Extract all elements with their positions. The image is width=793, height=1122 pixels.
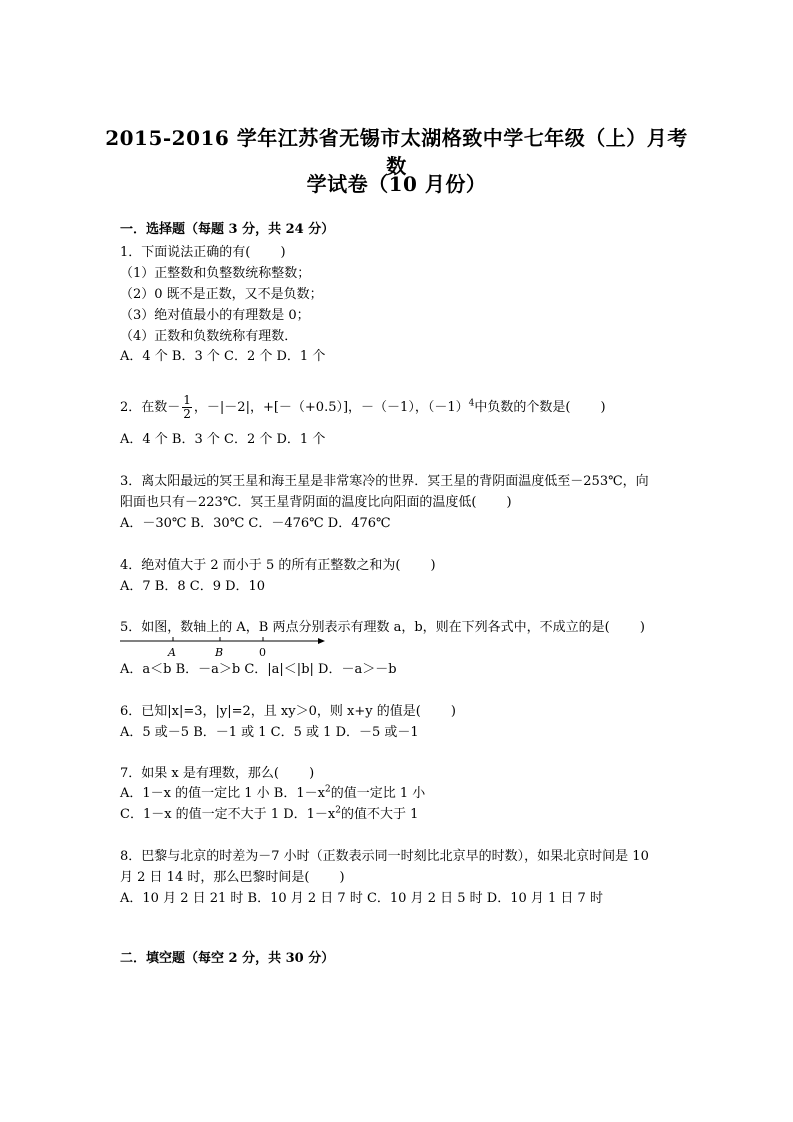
q7-option-d-tail: 的值不大于 1: [340, 807, 419, 822]
fraction-one-half: [182, 394, 192, 421]
q5-options: A．a＜b B．－a＞b C．|a|＜|b| D．－a＞－b: [120, 662, 397, 677]
q7-options-cd: [120, 806, 418, 824]
q6-stem: 6．已知|x|=3，|y|=2，且 xy＞0，则 x+y 的值是( ): [120, 704, 456, 719]
section-heading-choice: 一．选择题（每题 3 分，共 24 分）: [120, 222, 335, 237]
point-label-zero: 0: [259, 646, 266, 659]
q3-options: A．－30℃ B．30℃ C．－476℃ D．476℃: [120, 516, 391, 531]
fraction-denominator: 2: [183, 407, 191, 421]
q7-options-ab: [120, 785, 425, 803]
q2-prefix: 2．在数－: [120, 400, 181, 415]
q2-rest: ，－|－2|，+[－（+0.5）]，－（－1），（－1）: [193, 400, 469, 415]
q7-option-b-tail: 的值一定比 1 小: [330, 786, 426, 801]
q8-line2: 月 2 日 14 时，那么巴黎时间是( ): [120, 870, 345, 885]
point-label-a: A: [168, 646, 176, 659]
q1-options: A．4 个 B．3 个 C．2 个 D．1 个: [120, 349, 326, 364]
q1-statement-2: （2）0 既不是正数，又不是负数；: [120, 287, 323, 302]
q1-statement-1: （1）正整数和负整数统称整数；: [120, 266, 311, 281]
q1-statement-4: （4）正数和负数统称有理数．: [120, 329, 298, 344]
q3-line1: 3．离太阳最远的冥王星和海王星是非常寒冷的世界．冥王星的背阴面温度低至－253℃，向: [120, 474, 649, 489]
q1-stem: 1．下面说法正确的有( ): [120, 245, 286, 260]
q7-option-b-exponent: 2: [324, 784, 331, 795]
q2-exponent: 4: [468, 398, 475, 409]
q1-statement-3: （3）绝对值最小的有理数是 0；: [120, 308, 310, 323]
q6-options: A．5 或－5 B．－1 或 1 C．5 或 1 D．－5 或－1: [120, 725, 419, 740]
section-heading-fill-in: 二．填空题（每空 2 分，共 30 分）: [120, 951, 335, 966]
q8-line1: 8．巴黎与北京的时差为－7 小时（正数表示同一时刻比北京早的时数），如果北京时间是 10: [120, 849, 649, 864]
q7-option-d-exponent: 2: [335, 805, 341, 816]
q2-tail: 中负数的个数是( ): [474, 400, 606, 415]
fraction-numerator: 1: [183, 393, 191, 407]
number-line-figure: [120, 635, 330, 661]
number-line-arrow-icon: [318, 638, 325, 644]
q7-stem: 7．如果 x 是有理数，那么( ): [120, 766, 315, 781]
exam-title-line2: 学试卷（10 月份）: [306, 172, 487, 196]
q2-options: A．4 个 B．3 个 C．2 个 D．1 个: [120, 432, 326, 447]
q4-stem: 4．绝对值大于 2 而小于 5 的所有正整数之和为( ): [120, 558, 436, 573]
q7-option-ab-text: A．1－x 的值一定比 1 小 B．1－x: [120, 786, 325, 801]
q4-options: A．7 B．8 C．9 D．10: [120, 579, 266, 594]
q7-option-cd-text: C．1－x 的值一定不大于 1 D．1－x: [120, 807, 336, 822]
q2-stem: [120, 393, 606, 423]
q3-line2: 阳面也只有－223℃．冥王星背阴面的温度比向阳面的温度低( ): [120, 495, 512, 510]
exam-title-line1: 2015-2016 学年江苏省无锡市太湖格致中学七年级（上）月考数: [105, 126, 688, 178]
q5-stem: 5．如图，数轴上的 A，B 两点分别表示有理数 a，b，则在下列各式中，不成立的是( ): [120, 620, 645, 635]
q8-options: A．10 月 2 日 21 时 B．10 月 2 日 7 时 C．10 月 2 日 5 时 D．10 月 1 日 7 时: [120, 891, 603, 906]
point-label-b: B: [215, 646, 224, 659]
